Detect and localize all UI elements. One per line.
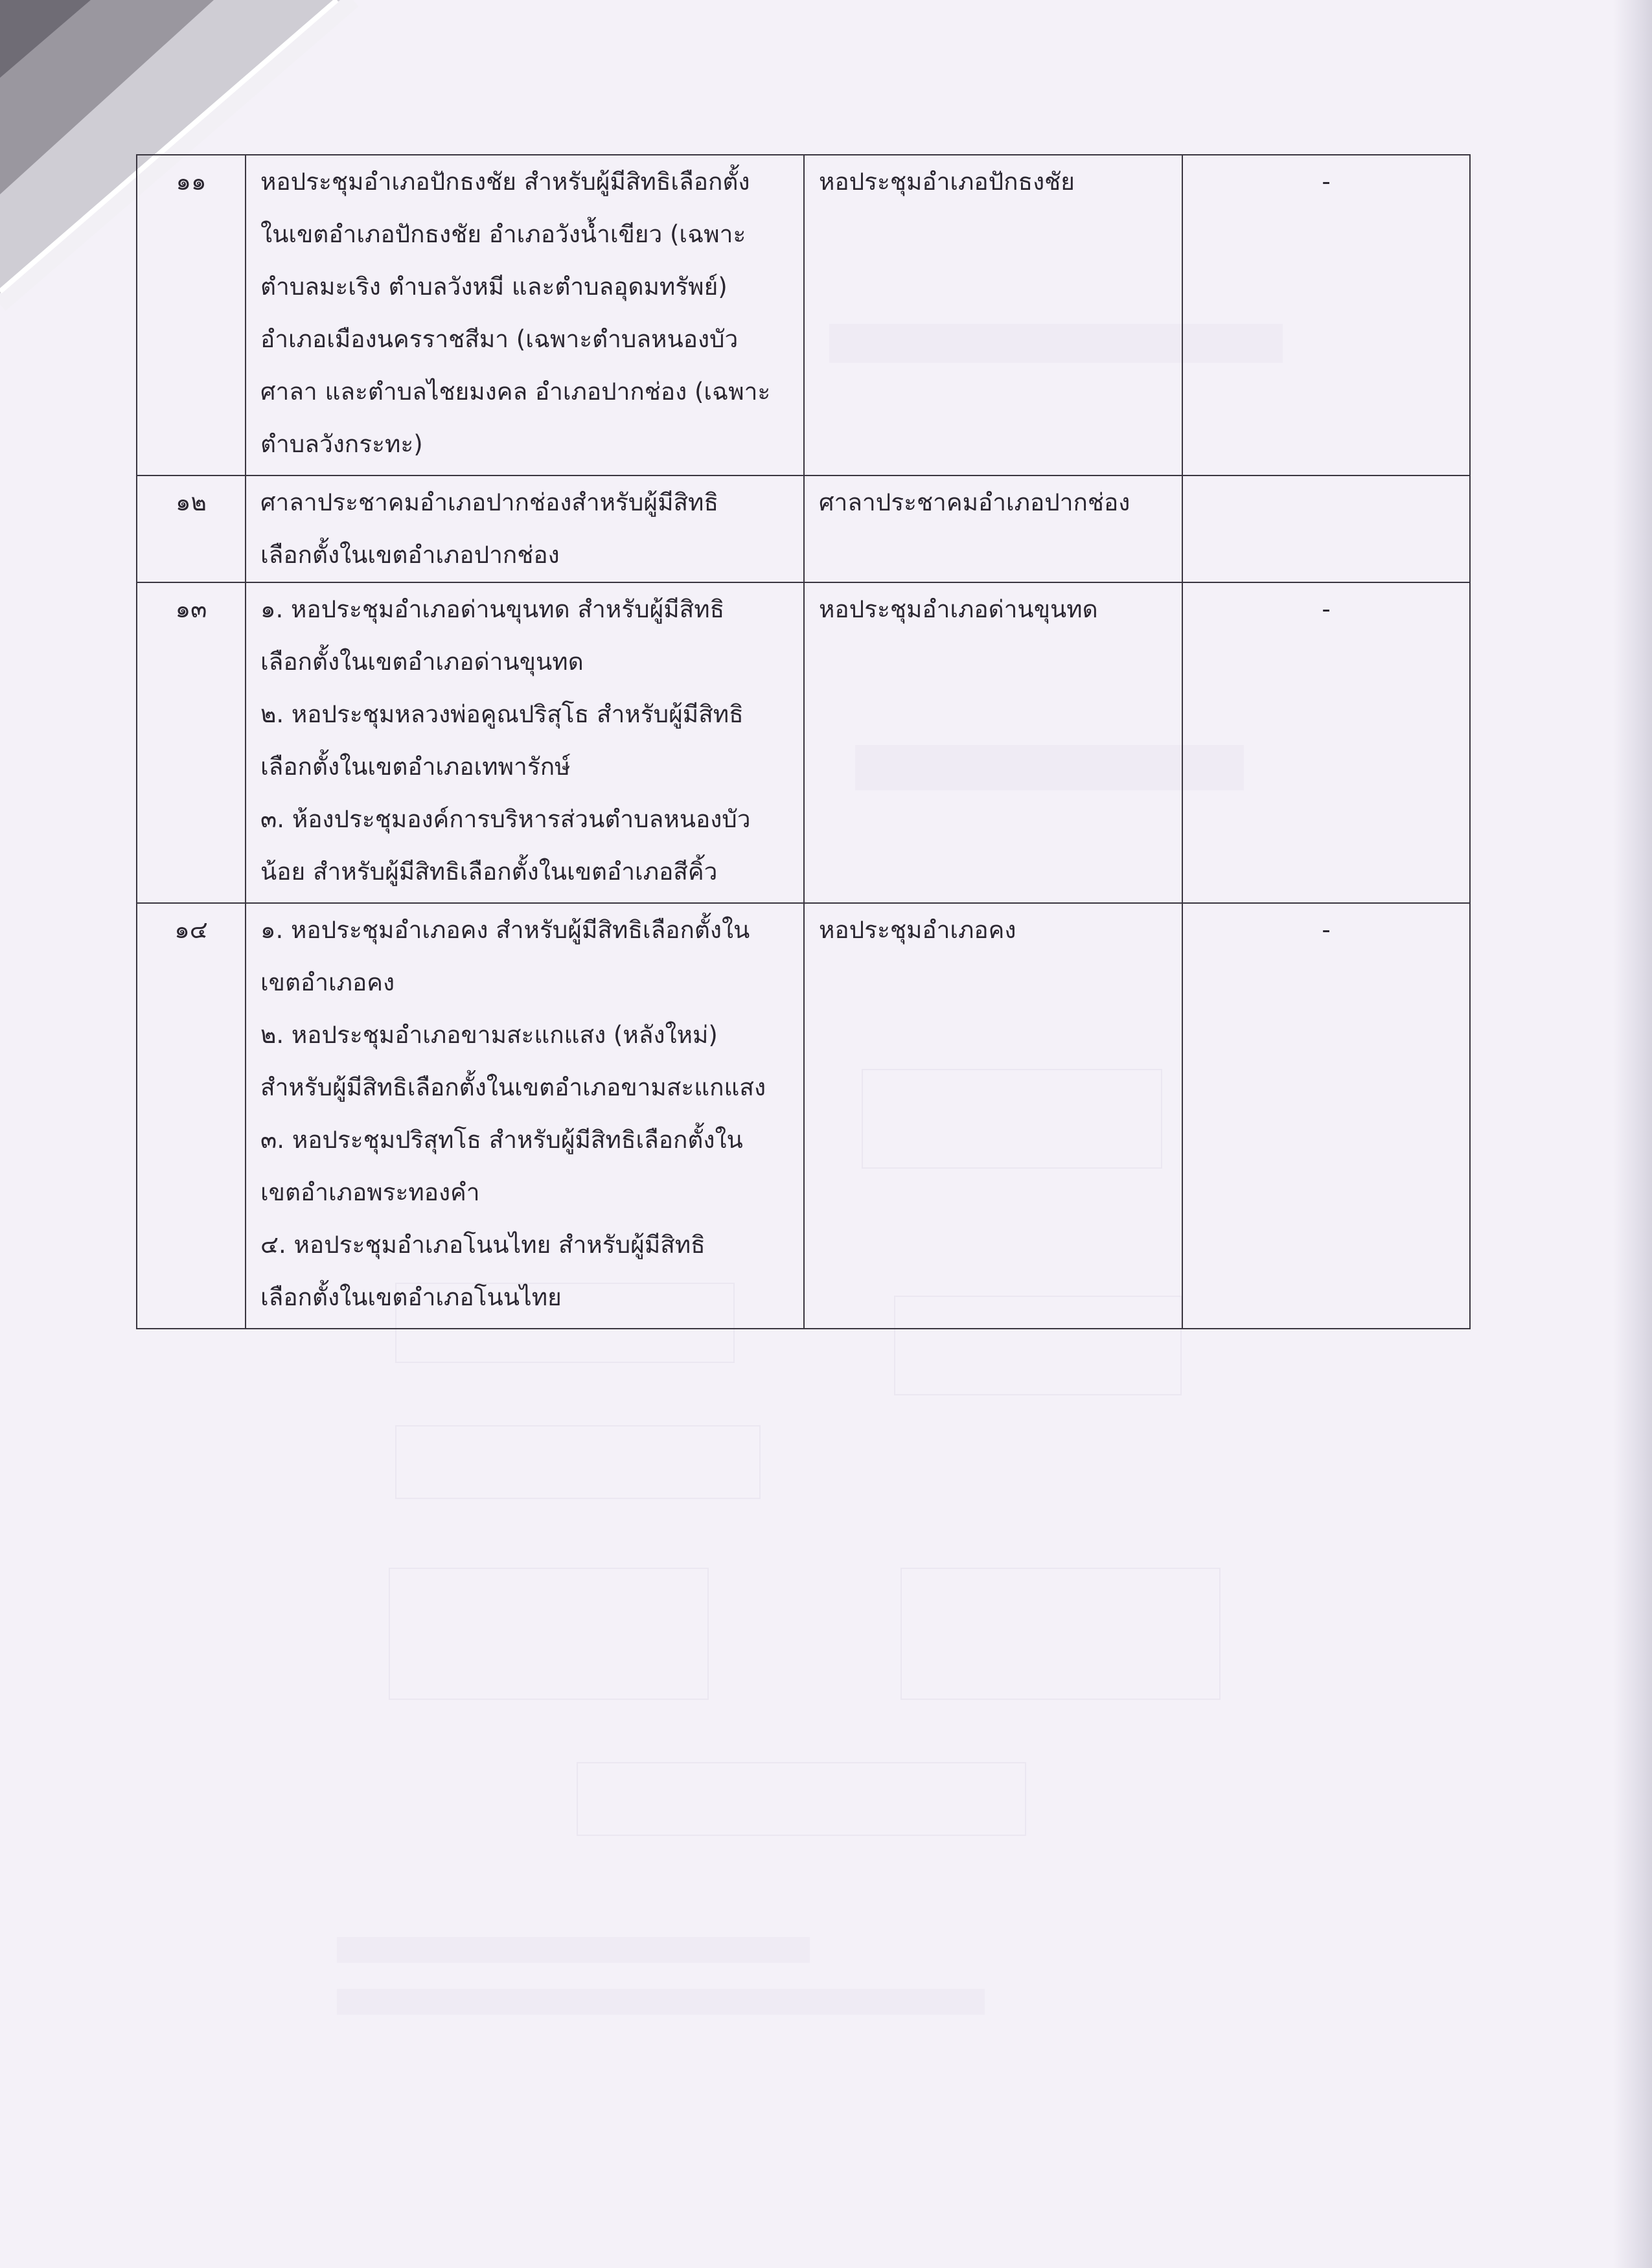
row-number: ๑๓: [137, 582, 246, 903]
location-line: เลือกตั้งในเขตอำเภอเทพารักษ์: [260, 753, 571, 781]
row-number: ๑๒: [137, 475, 246, 582]
location-line: ๓. ห้องประชุมองค์การบริหารส่วนตำบลหนองบัว: [260, 805, 751, 833]
location-line: ศาลาประชาคมอำเภอปากช่องสำหรับผู้มีสิทธิ: [260, 488, 719, 516]
location-description: [246, 903, 804, 1329]
location-description: [246, 475, 804, 582]
location-line: น้อย สำหรับผู้มีสิทธิเลือกตั้งในเขตอำเภอสีคิ้ว: [260, 858, 718, 886]
location-line: ๒. หอประชุมอำเภอขามสะแกแสง (หลังใหม่): [260, 1021, 718, 1049]
note-cell: [1182, 475, 1470, 582]
location-line: ๑. หอประชุมอำเภอด่านขุนทด สำหรับผู้มีสิทธิ: [260, 595, 725, 623]
location-line: เลือกตั้งในเขตอำเภอด่านขุนทด: [260, 648, 584, 676]
location-line: ในเขตอำเภอปักธงชัย อำเภอวังน้ำเขียว (เฉพาะ: [260, 220, 746, 248]
bleed-through-box: [577, 1762, 1026, 1836]
note-cell: -: [1182, 582, 1470, 903]
location-description: [246, 155, 804, 475]
table-row: [137, 903, 1470, 1329]
location-line: เขตอำเภอคง: [260, 968, 395, 996]
bleed-through-box: [389, 1568, 709, 1700]
location-line: สำหรับผู้มีสิทธิเลือกตั้งในเขตอำเภอขามสะแกแสง: [260, 1073, 766, 1101]
polling-location-table: [136, 154, 1471, 1329]
bleed-through-box: [395, 1425, 761, 1499]
location-line: ๔. หอประชุมอำเภอโนนไทย สำหรับผู้มีสิทธิ: [260, 1231, 706, 1259]
row-number: ๑๔: [137, 903, 246, 1329]
location-line: ๑. หอประชุมอำเภอคง สำหรับผู้มีสิทธิเลือกตั้งใน: [260, 916, 750, 944]
location-line: ศาลา และตำบลไชยมงคล อำเภอปากช่อง (เฉพาะ: [260, 378, 771, 406]
row-number: ๑๑: [137, 155, 246, 475]
location-line: อำเภอเมืองนครราชสีมา (เฉพาะตำบลหนองบัว: [260, 325, 739, 353]
table-row: [137, 155, 1470, 475]
bleed-through-box: [901, 1568, 1221, 1700]
bleed-through-mark: [337, 1937, 810, 1963]
location-line: ๒. หอประชุมหลวงพ่อคูณปริสุโธ สำหรับผู้มีสิทธิ: [260, 700, 744, 728]
location-line: ๓. หอประชุมปริสุทโธ สำหรับผู้มีสิทธิเลือกตั้งใน: [260, 1126, 743, 1154]
hall-name: หอประชุมอำเภอปักธงชัย: [804, 155, 1182, 475]
location-description: [246, 582, 804, 903]
location-line: เลือกตั้งในเขตอำเภอปากช่อง: [260, 541, 560, 569]
note-cell: -: [1182, 155, 1470, 475]
location-line: หอประชุมอำเภอปักธงชัย สำหรับผู้มีสิทธิเลือกตั้ง: [260, 168, 750, 196]
location-line: เลือกตั้งในเขตอำเภอโนนไทย: [260, 1283, 562, 1311]
page-right-edge-shadow: [1613, 0, 1652, 2268]
table-row: [137, 475, 1470, 582]
table-row: [137, 582, 1470, 903]
location-line: ตำบลมะเริง ตำบลวังหมี และตำบลอุดมทรัพย์): [260, 273, 728, 301]
hall-name: หอประชุมอำเภอด่านขุนทด: [804, 582, 1182, 903]
hall-name: หอประชุมอำเภอคง: [804, 903, 1182, 1329]
note-cell: -: [1182, 903, 1470, 1329]
hall-name: ศาลาประชาคมอำเภอปากช่อง: [804, 475, 1182, 582]
bleed-through-mark: [337, 1989, 985, 2015]
location-line: ตำบลวังกระทะ): [260, 430, 423, 458]
location-line: เขตอำเภอพระทองคำ: [260, 1178, 480, 1206]
